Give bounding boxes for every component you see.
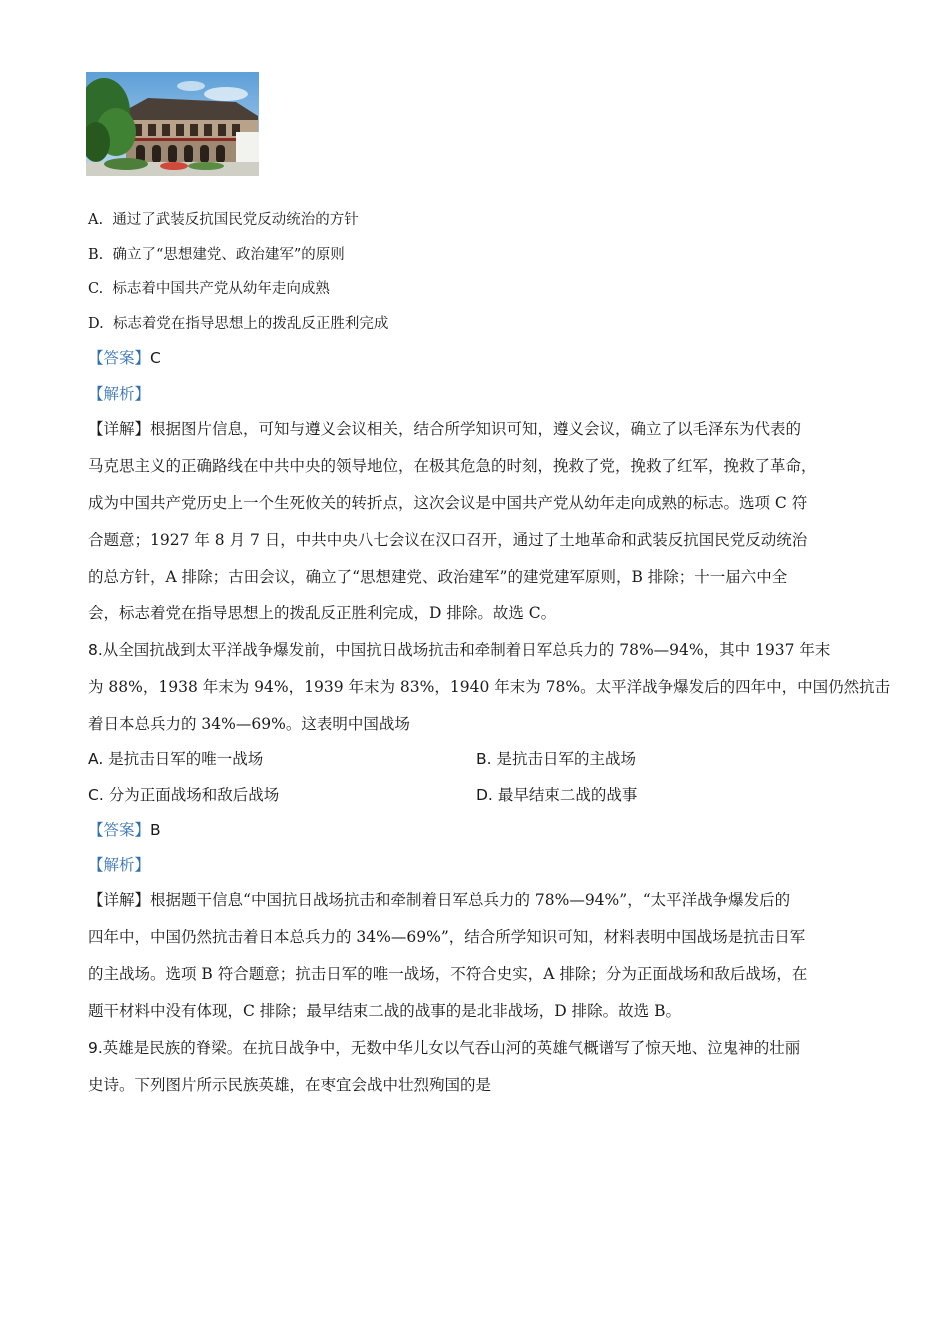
q8-detail-line-1: 【详解】根据题干信息“中国抗日战场抗击和牵制着日军总兵力的 78%—94%”，“太平洋战争爆发后的 xyxy=(88,891,791,909)
q7-option-b: B. 确立了“思想建党、政治建军”的原则 xyxy=(88,247,345,263)
q8-option-a: A. 是抗击日军的唯一战场 xyxy=(88,750,264,768)
question-number: 9. xyxy=(88,1039,103,1057)
q8-analysis-label: 【解析】 xyxy=(88,856,151,874)
q7-answer: 【答案】C xyxy=(88,349,161,367)
detail-label: 【详解】 xyxy=(88,420,151,438)
q8-detail-line-4: 题干材料中没有体现，C 排除；最早结束二战的战事的是北非战场，D 排除。故选 B。 xyxy=(88,1002,681,1020)
detail-label: 【详解】 xyxy=(88,891,151,909)
q7-option-a: A. 通过了武装反抗国民党反动统治的方针 xyxy=(88,212,359,228)
q8-option-c: C. 分为正面战场和敌后战场 xyxy=(88,786,280,804)
q7-detail-line-5: 的总方针，A 排除；古田会议，确立了“思想建党、政治建军”的建党建军原则，B 排除；十一届六中全 xyxy=(88,568,788,586)
q8-option-d: D. 最早结束二战的战事 xyxy=(476,786,638,804)
question-number: 8. xyxy=(88,641,103,659)
q9-stem-line-2: 史诗。下列图片所示民族英雄，在枣宜会战中壮烈殉国的是 xyxy=(88,1076,492,1094)
q7-detail-line-3: 成为中国共产党历史上一个生死攸关的转折点，这次会议是中国共产党从幼年走向成熟的标志。选项 C 符 xyxy=(88,494,808,512)
q7-option-c: C. 标志着中国共产党从幼年走向成熟 xyxy=(88,281,330,297)
q7-detail-line-6: 会，标志着党在指导思想上的拨乱反正胜利完成，D 排除。故选 C。 xyxy=(88,604,557,622)
q7-analysis-label: 【解析】 xyxy=(88,385,151,403)
answer-label: 【答案】 xyxy=(88,821,151,839)
q7-detail-line-2: 马克思主义的正确路线在中共中央的领导地位，在极其危急的时刻，挽救了党，挽救了红军，挽救了革命， xyxy=(88,457,817,475)
q8-stem-line-2: 为 88%，1938 年末为 94%，1939 年末为 83%，1940 年末为 78%。太平洋战争爆发后的四年中，中国仍然抗击 xyxy=(88,678,891,696)
q9-stem-line-1: 9.英雄是民族的脊梁。在抗日战争中，无数中华儿女以气吞山河的英雄气概谱写了惊天地、泣鬼神的壮丽 xyxy=(88,1039,801,1057)
q7-option-d: D. 标志着党在指导思想上的拨乱反正胜利完成 xyxy=(88,316,389,332)
q8-stem-line-3: 着日本总兵力的 34%—69%。这表明中国战场 xyxy=(88,715,410,733)
q8-stem-line-1: 8.从全国抗战到太平洋战争爆发前，中国抗日战场抗击和牵制着日军总兵力的 78%—94%，其中 1937 年末 xyxy=(88,641,831,659)
answer-label: 【答案】 xyxy=(88,349,151,367)
q7-detail-line-4: 合题意；1927 年 8 月 7 日，中共中央八七会议在汉口召开，通过了土地革命和武装反抗国民党反动统治 xyxy=(88,531,808,549)
q8-detail-line-3: 的主战场。选项 B 符合题意；抗击日军的唯一战场，不符合史实，A 排除；分为正面战场和敌后战场，在 xyxy=(88,965,808,983)
zunyi-meeting-site-photo xyxy=(86,72,259,176)
q8-detail-line-2: 四年中，中国仍然抗击着日本总兵力的 34%—69%”，结合所学知识可知，材料表明中国战场是抗击日军 xyxy=(88,928,806,946)
q8-option-b: B. 是抗击日军的主战场 xyxy=(476,750,637,768)
q7-detail-line-1: 【详解】根据图片信息，可知与遵义会议相关，结合所学知识可知，遵义会议，确立了以毛泽东为代表的 xyxy=(88,420,802,438)
q8-answer: 【答案】B xyxy=(88,821,161,839)
